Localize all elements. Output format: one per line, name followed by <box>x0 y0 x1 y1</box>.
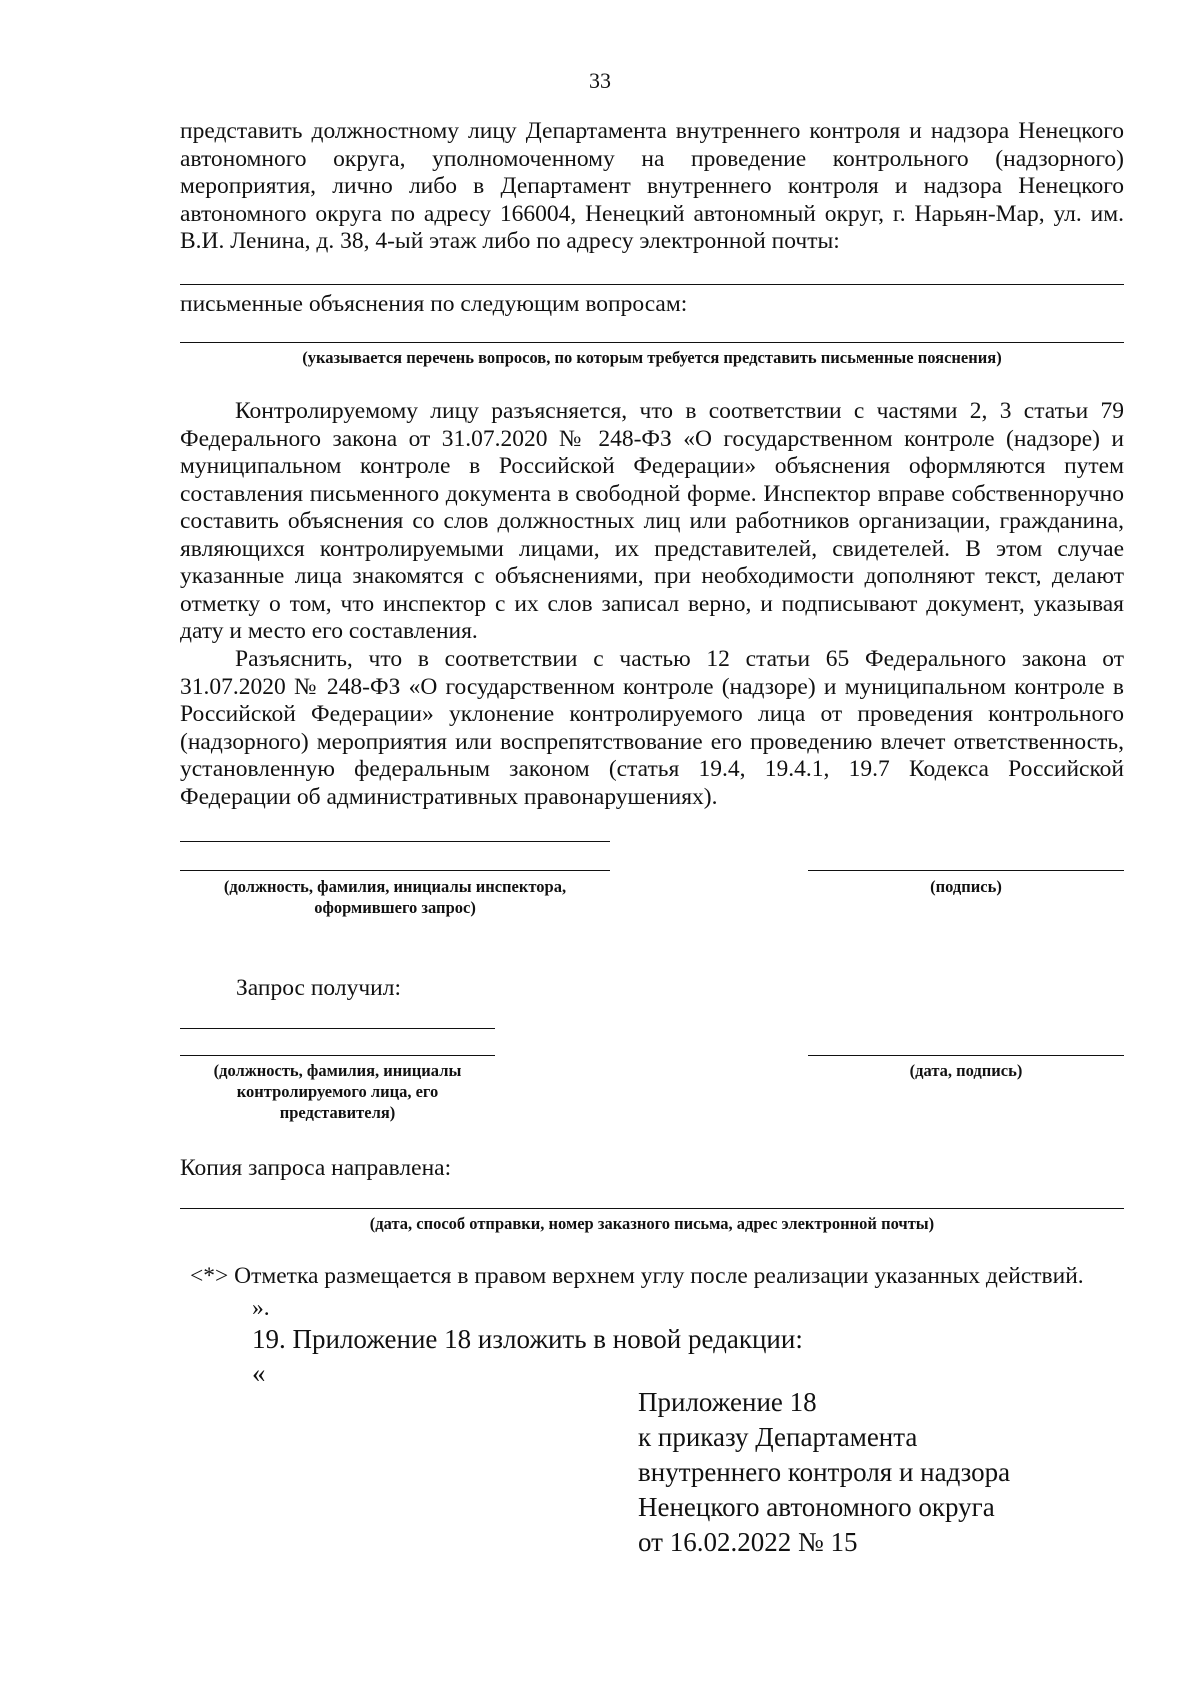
signature-caption: (подпись) <box>930 877 1002 896</box>
copy-blank-line <box>180 1208 1124 1209</box>
controlled-caption <box>180 1060 495 1123</box>
controlled-blank-line-2 <box>180 1055 495 1056</box>
explanation-rules-paragraph: Контролируемому лицу разъясняется, что в соответствии с частями 2, 3 статьи 79 Федерального закона от 31.07.2020 № 248-ФЗ «О государственном контроле (надзоре) и муниципальном контроле в Российской Федерации» объяснения оформляются путем составления письменного документа в свободной форме. Инспектор вправе собственноручно составить объяснения со слов должностных лиц или работников организации, гражданина, являющихся контролируемыми лицами, их представителей, свидетелей. В этом случае указанные лица знакомятся с объяснениями, при необходимости дополняют текст, делают отметку о том, что инспектор с их слов записал верно, и подписывают документ, указывая дату и место его составления. <box>180 398 1124 644</box>
signature-blank-line <box>808 870 1124 871</box>
copy-label: Копия запроса направлена: <box>180 1155 452 1181</box>
intro-paragraph: представить должностному лицу Департамента внутреннего контроля и надзора Ненецкого автономного округа, уполномоченному на проведение контрольного (надзорного) мероприятия, лично либо в Департамент внутреннего контроля и надзора Ненецкого автономного округа по адресу 166004, Ненецкий автономный округ, г. Нарьян-Мар, ул. им. В.И. Ленина, д. 38, 4-ый этаж либо по адресу электронной почты: <box>180 118 1124 254</box>
date-signature-blank-line <box>808 1055 1124 1056</box>
questions-blank-line <box>180 342 1124 343</box>
controlled-blank-line-1 <box>180 1028 495 1029</box>
annex-line-5: от 16.02.2022 № 15 <box>638 1527 858 1557</box>
controlled-caption-line-1: (должность, фамилия, инициалы <box>213 1061 462 1080</box>
annex-line-3: внутреннего контроля и надзора <box>638 1457 1011 1487</box>
questions-caption: (указывается перечень вопросов, по которым требуется представить письменные пояснения) <box>302 348 1002 367</box>
received-label: Запрос получил: <box>236 975 402 1001</box>
page-number: 33 <box>589 68 611 93</box>
annex-line-1: Приложение 18 <box>638 1387 817 1417</box>
explanations-label: письменные объяснения по следующим вопросам: <box>180 291 688 317</box>
inspector-caption-line-1: (должность, фамилия, инициалы инспектора, <box>223 877 567 896</box>
copy-caption: (дата, способ отправки, номер заказного письма, адрес электронной почты) <box>369 1214 935 1233</box>
liability-paragraph: Разъяснить, что в соответствии с частью 12 статьи 65 Федерального закона от 31.07.2020 № 248-ФЗ «О государственном контроле (надзоре) и муниципальном контроле в Российской Федерации» уклонение контролируемого лица от проведения контрольного (надзорного) мероприятия или воспрепятствование его проведению влечет ответственность, установленную федеральным законом (статья 19.4, 19.4.1, 19.7 Кодекса Российской Федерации об административных правонарушениях). <box>180 646 1124 810</box>
annex-line-2: к приказу Департамента <box>638 1422 918 1452</box>
email-blank-line <box>180 284 1124 285</box>
controlled-caption-line-3: представителя) <box>279 1103 396 1122</box>
controlled-caption-line-2: контролируемого лица, его <box>236 1082 439 1101</box>
item-19-heading: 19. Приложение 18 изложить в новой редакции: <box>252 1324 803 1354</box>
opening-quote: « <box>252 1358 266 1388</box>
inspector-blank-line-2 <box>180 870 610 871</box>
annex-line-4: Ненецкого автономного округа <box>638 1492 995 1522</box>
inspector-caption <box>180 876 610 918</box>
closing-quote: ». <box>252 1295 270 1321</box>
footnote: <*> Отметка размещается в правом верхнем углу после реализации указанных действий. <box>190 1263 1084 1289</box>
inspector-caption-line-2: оформившего запрос) <box>314 898 476 917</box>
date-signature-caption: (дата, подпись) <box>909 1061 1023 1080</box>
inspector-blank-line-1 <box>180 841 610 842</box>
annex-header <box>638 1385 1010 1560</box>
